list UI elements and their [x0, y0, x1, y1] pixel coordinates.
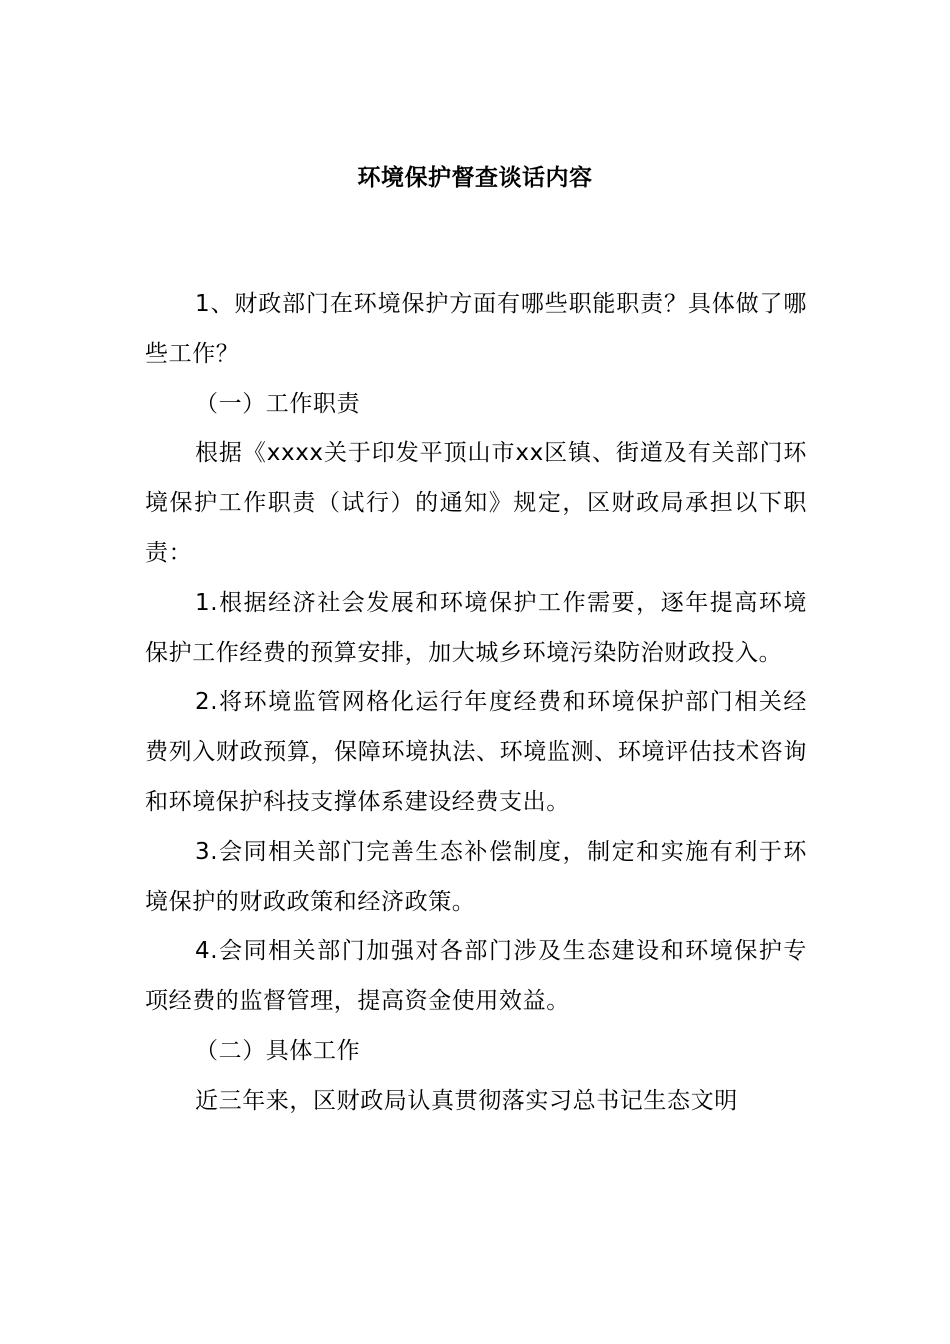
duty-item-2: 2.将环境监管网格化运行年度经费和环境保护部门相关经费列入财政预算，保障环境执法、环境监测、环境评估技术咨询和环境保护科技支撑体系建设经费支出。	[145, 689, 807, 815]
duty-item-3: 3.会同相关部门完善生态补偿制度，制定和实施有利于环境保护的财政政策和经济政策。	[145, 838, 807, 915]
duty-item-1: 1.根据经济社会发展和环境保护工作需要，逐年提高环境保护工作经费的预算安排，加大城乡环境污染防治财政投入。	[145, 589, 807, 666]
section-heading-work: （二）具体工作	[195, 1037, 361, 1064]
duty-item-4: 4.会同相关部门加强对各部门涉及生态建设和环境保护专项经费的监督管理，提高资金使用效益。	[145, 938, 807, 1015]
body-paragraph: 近三年来，区财政局认真贯彻落实习总书记生态文明	[195, 1087, 738, 1114]
body-paragraph: 根据《xxxx关于印发平顶山市xx区镇、街道及有关部门环境保护工作职责（试行）的通知》规定，区财政局承担以下职责：	[145, 440, 807, 566]
question-paragraph: 1、财政部门在环境保护方面有哪些职能职责？具体做了哪些工作？	[145, 291, 807, 367]
document-body	[145, 280, 807, 1127]
section-heading-duties: （一）工作职责	[195, 390, 361, 417]
document-title: 环境保护督查谈话内容	[357, 165, 593, 191]
